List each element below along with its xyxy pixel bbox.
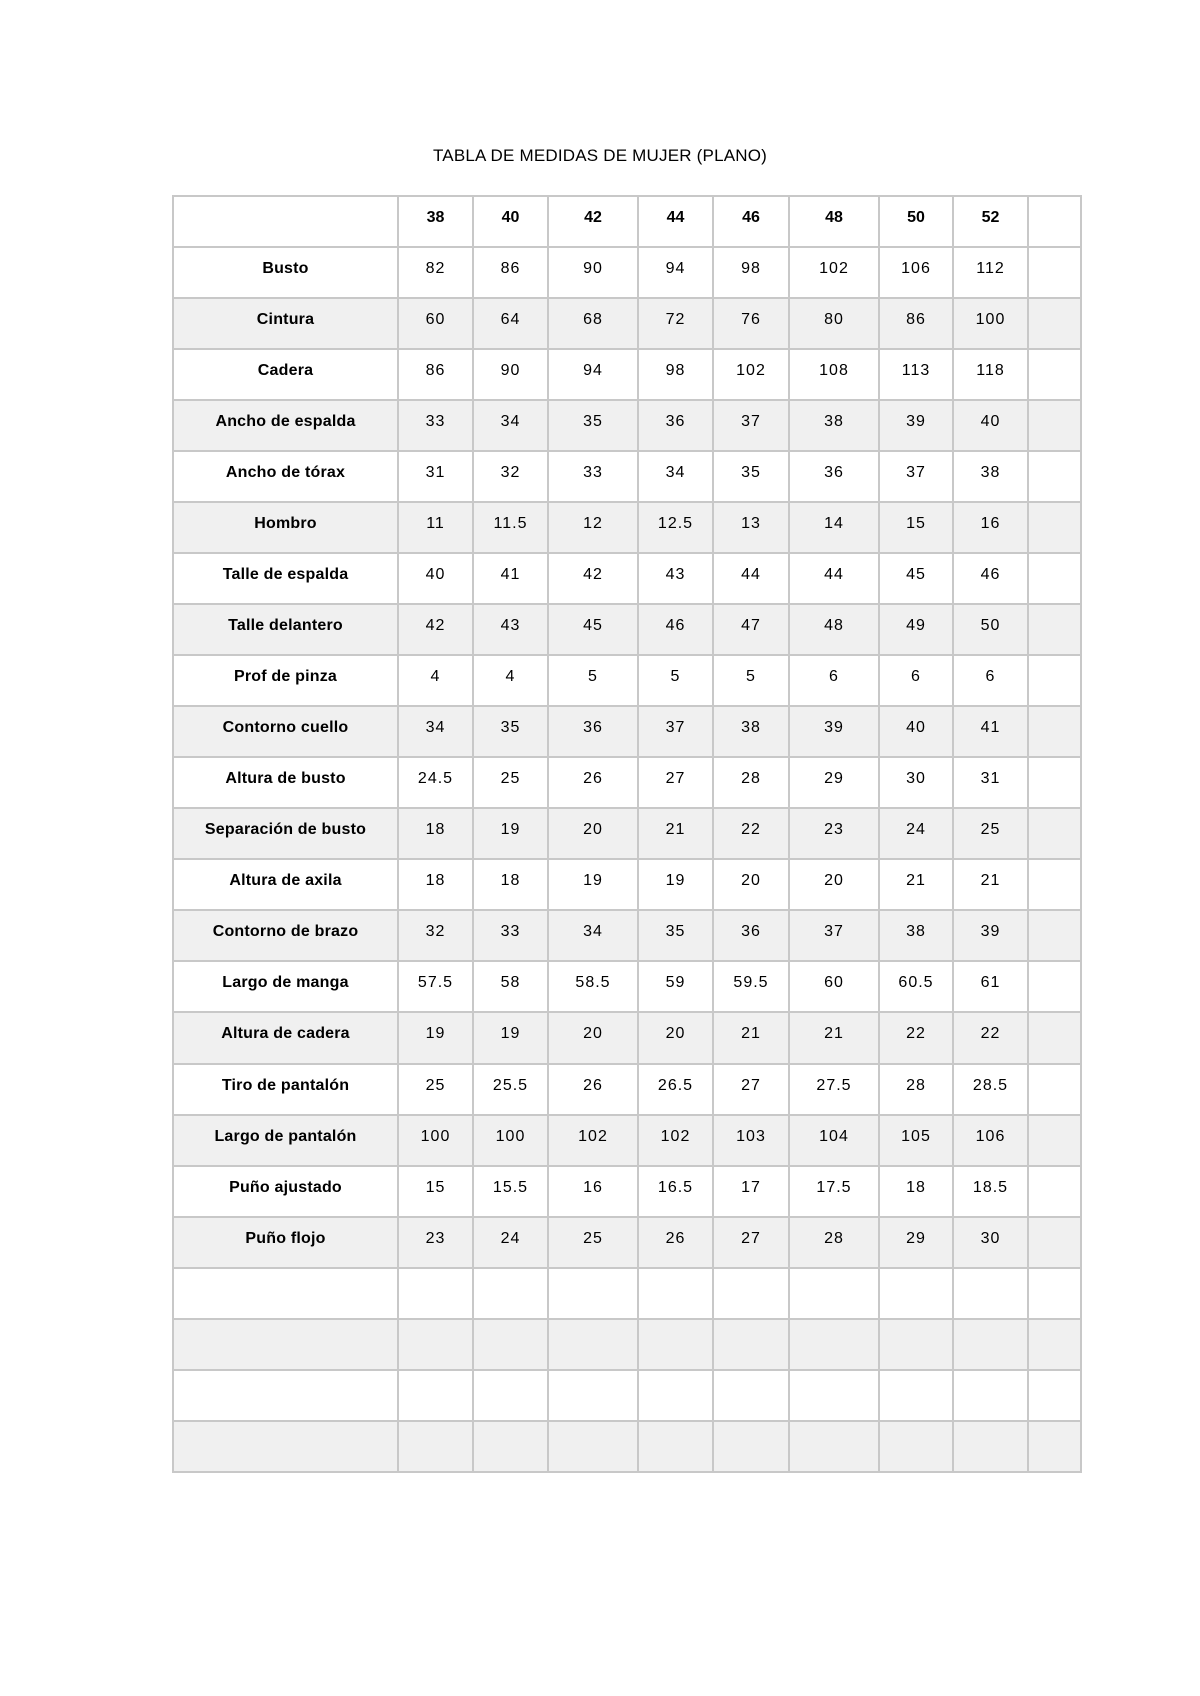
measure-label: Separación de busto — [173, 808, 398, 859]
empty-cell — [1028, 1268, 1081, 1319]
measure-value: 57.5 — [398, 961, 473, 1012]
measure-value: 80 — [789, 298, 879, 349]
measure-value: 24 — [879, 808, 953, 859]
empty-cell — [548, 1319, 638, 1370]
measure-value: 41 — [953, 706, 1028, 757]
measure-value: 20 — [548, 1012, 638, 1063]
measure-value: 24 — [473, 1217, 548, 1268]
measure-value: 5 — [548, 655, 638, 706]
empty-row — [173, 1268, 1081, 1319]
measure-value: 19 — [638, 859, 713, 910]
measure-value: 17 — [713, 1166, 789, 1217]
measure-value: 36 — [638, 400, 713, 451]
measure-value: 38 — [953, 451, 1028, 502]
size-header: 48 — [789, 196, 879, 247]
measure-value: 6 — [789, 655, 879, 706]
extra-cell — [1028, 451, 1081, 502]
empty-cell — [1028, 1319, 1081, 1370]
measure-value: 19 — [398, 1012, 473, 1063]
empty-cell — [638, 1421, 713, 1472]
extra-cell — [1028, 961, 1081, 1012]
measure-value: 45 — [879, 553, 953, 604]
empty-cell — [713, 1268, 789, 1319]
measure-value: 25 — [473, 757, 548, 808]
measure-value: 12 — [548, 502, 638, 553]
measure-value: 25.5 — [473, 1064, 548, 1115]
measure-value: 58 — [473, 961, 548, 1012]
measure-value: 11 — [398, 502, 473, 553]
empty-cell — [473, 1421, 548, 1472]
measure-value: 60 — [789, 961, 879, 1012]
measure-value: 33 — [473, 910, 548, 961]
measure-value: 102 — [548, 1115, 638, 1166]
measure-value: 36 — [548, 706, 638, 757]
measure-value: 86 — [473, 247, 548, 298]
table-row — [173, 247, 1081, 298]
measure-value: 21 — [953, 859, 1028, 910]
measure-value: 38 — [879, 910, 953, 961]
measure-label: Talle de espalda — [173, 553, 398, 604]
measure-value: 41 — [473, 553, 548, 604]
extra-cell — [1028, 808, 1081, 859]
measure-value: 26 — [548, 757, 638, 808]
measure-value: 28 — [713, 757, 789, 808]
measure-value: 21 — [638, 808, 713, 859]
measure-value: 34 — [638, 451, 713, 502]
size-header: 40 — [473, 196, 548, 247]
measure-value: 40 — [953, 400, 1028, 451]
extra-cell — [1028, 247, 1081, 298]
measure-value: 28 — [789, 1217, 879, 1268]
measure-value: 33 — [398, 400, 473, 451]
table-row — [173, 808, 1081, 859]
extra-cell — [1028, 298, 1081, 349]
measure-label: Talle delantero — [173, 604, 398, 655]
measure-value: 28 — [879, 1064, 953, 1115]
empty-cell — [473, 1319, 548, 1370]
measure-value: 118 — [953, 349, 1028, 400]
measure-value: 86 — [398, 349, 473, 400]
measure-value: 39 — [879, 400, 953, 451]
measure-value: 13 — [713, 502, 789, 553]
measure-value: 94 — [638, 247, 713, 298]
measure-value: 27 — [713, 1217, 789, 1268]
empty-row — [173, 1421, 1081, 1472]
size-header: 44 — [638, 196, 713, 247]
measure-value: 31 — [953, 757, 1028, 808]
table-row — [173, 553, 1081, 604]
measure-value: 94 — [548, 349, 638, 400]
measure-value: 16 — [953, 502, 1028, 553]
measure-value: 20 — [713, 859, 789, 910]
empty-row — [173, 1319, 1081, 1370]
measure-label: Contorno de brazo — [173, 910, 398, 961]
measure-label: Puño ajustado — [173, 1166, 398, 1217]
extra-cell — [1028, 1064, 1081, 1115]
measure-value: 38 — [713, 706, 789, 757]
measure-value: 35 — [548, 400, 638, 451]
measure-label: Ancho de tórax — [173, 451, 398, 502]
measure-value: 105 — [879, 1115, 953, 1166]
measure-value: 25 — [953, 808, 1028, 859]
measure-value: 44 — [713, 553, 789, 604]
measure-label: Prof de pinza — [173, 655, 398, 706]
measure-label: Largo de pantalón — [173, 1115, 398, 1166]
measure-value: 42 — [398, 604, 473, 655]
measure-value: 4 — [398, 655, 473, 706]
measure-label: Ancho de espalda — [173, 400, 398, 451]
measure-value: 29 — [789, 757, 879, 808]
measure-value: 60 — [398, 298, 473, 349]
measure-value: 20 — [548, 808, 638, 859]
measure-value: 18 — [879, 1166, 953, 1217]
table-row — [173, 706, 1081, 757]
measure-value: 11.5 — [473, 502, 548, 553]
empty-cell — [789, 1268, 879, 1319]
size-header: 42 — [548, 196, 638, 247]
table-row — [173, 1064, 1081, 1115]
measure-value: 46 — [638, 604, 713, 655]
measure-value: 50 — [953, 604, 1028, 655]
header-row — [173, 196, 1081, 247]
measure-label: Altura de axila — [173, 859, 398, 910]
measure-value: 15 — [398, 1166, 473, 1217]
measure-label: Altura de busto — [173, 757, 398, 808]
measure-value: 14 — [789, 502, 879, 553]
empty-cell — [398, 1319, 473, 1370]
measure-value: 90 — [548, 247, 638, 298]
size-header: 46 — [713, 196, 789, 247]
table-row — [173, 502, 1081, 553]
measure-value: 106 — [953, 1115, 1028, 1166]
extra-cell — [1028, 1012, 1081, 1063]
measure-value: 103 — [713, 1115, 789, 1166]
measure-value: 17.5 — [789, 1166, 879, 1217]
measure-value: 27 — [713, 1064, 789, 1115]
extra-header-cell — [1028, 196, 1081, 247]
measure-value: 102 — [638, 1115, 713, 1166]
measure-value: 68 — [548, 298, 638, 349]
measure-value: 86 — [879, 298, 953, 349]
measure-value: 28.5 — [953, 1064, 1028, 1115]
measure-value: 21 — [879, 859, 953, 910]
measure-value: 33 — [548, 451, 638, 502]
empty-cell — [789, 1319, 879, 1370]
measure-value: 22 — [713, 808, 789, 859]
measure-value: 26.5 — [638, 1064, 713, 1115]
measure-value: 43 — [638, 553, 713, 604]
measure-value: 90 — [473, 349, 548, 400]
measure-value: 37 — [789, 910, 879, 961]
measure-value: 76 — [713, 298, 789, 349]
table-row — [173, 298, 1081, 349]
table-row — [173, 961, 1081, 1012]
measure-value: 30 — [879, 757, 953, 808]
header-corner-cell — [173, 196, 398, 247]
measure-value: 22 — [953, 1012, 1028, 1063]
measure-value: 100 — [953, 298, 1028, 349]
empty-cell — [548, 1421, 638, 1472]
measure-value: 5 — [713, 655, 789, 706]
measure-value: 31 — [398, 451, 473, 502]
measure-value: 48 — [789, 604, 879, 655]
empty-row — [173, 1370, 1081, 1421]
measure-value: 18 — [473, 859, 548, 910]
extra-cell — [1028, 604, 1081, 655]
extra-cell — [1028, 400, 1081, 451]
measure-value: 64 — [473, 298, 548, 349]
measure-value: 18.5 — [953, 1166, 1028, 1217]
measure-value: 26 — [548, 1064, 638, 1115]
measure-label: Tiro de pantalón — [173, 1064, 398, 1115]
measure-value: 24.5 — [398, 757, 473, 808]
measure-value: 102 — [789, 247, 879, 298]
measure-label: Largo de manga — [173, 961, 398, 1012]
measure-value: 72 — [638, 298, 713, 349]
measure-value: 36 — [789, 451, 879, 502]
measure-value: 38 — [789, 400, 879, 451]
empty-cell — [879, 1268, 953, 1319]
measure-value: 6 — [953, 655, 1028, 706]
measure-value: 37 — [879, 451, 953, 502]
table-row — [173, 349, 1081, 400]
measure-value: 37 — [713, 400, 789, 451]
measure-value: 23 — [789, 808, 879, 859]
table-row — [173, 1115, 1081, 1166]
measure-value: 25 — [398, 1064, 473, 1115]
measure-value: 40 — [398, 553, 473, 604]
size-header: 38 — [398, 196, 473, 247]
measure-value: 98 — [713, 247, 789, 298]
measure-value: 104 — [789, 1115, 879, 1166]
measure-value: 44 — [789, 553, 879, 604]
size-header: 50 — [879, 196, 953, 247]
empty-cell — [789, 1421, 879, 1472]
measure-value: 25 — [548, 1217, 638, 1268]
measure-value: 30 — [953, 1217, 1028, 1268]
measure-value: 98 — [638, 349, 713, 400]
empty-cell — [879, 1421, 953, 1472]
measure-value: 40 — [879, 706, 953, 757]
empty-cell — [713, 1370, 789, 1421]
measure-value: 59 — [638, 961, 713, 1012]
table-row — [173, 604, 1081, 655]
measure-value: 112 — [953, 247, 1028, 298]
extra-cell — [1028, 553, 1081, 604]
measure-value: 19 — [473, 808, 548, 859]
measure-value: 20 — [638, 1012, 713, 1063]
measure-value: 5 — [638, 655, 713, 706]
empty-cell — [713, 1319, 789, 1370]
empty-cell — [953, 1268, 1028, 1319]
empty-cell — [548, 1370, 638, 1421]
measure-value: 34 — [548, 910, 638, 961]
measure-label: Puño flojo — [173, 1217, 398, 1268]
measure-label: Cintura — [173, 298, 398, 349]
measure-value: 49 — [879, 604, 953, 655]
empty-cell — [173, 1370, 398, 1421]
measure-value: 34 — [473, 400, 548, 451]
measure-value: 35 — [638, 910, 713, 961]
measure-value: 21 — [713, 1012, 789, 1063]
table-row — [173, 757, 1081, 808]
measure-value: 36 — [713, 910, 789, 961]
extra-cell — [1028, 502, 1081, 553]
extra-cell — [1028, 349, 1081, 400]
measure-value: 21 — [789, 1012, 879, 1063]
measure-value: 27 — [638, 757, 713, 808]
empty-cell — [173, 1421, 398, 1472]
empty-cell — [879, 1370, 953, 1421]
measure-value: 108 — [789, 349, 879, 400]
empty-cell — [879, 1319, 953, 1370]
measure-value: 16 — [548, 1166, 638, 1217]
extra-cell — [1028, 910, 1081, 961]
measure-value: 16.5 — [638, 1166, 713, 1217]
size-chart-table — [172, 195, 1082, 1473]
measure-value: 12.5 — [638, 502, 713, 553]
measure-label: Cadera — [173, 349, 398, 400]
empty-cell — [548, 1268, 638, 1319]
measure-value: 59.5 — [713, 961, 789, 1012]
empty-cell — [638, 1268, 713, 1319]
measure-value: 29 — [879, 1217, 953, 1268]
measure-value: 27.5 — [789, 1064, 879, 1115]
measure-value: 100 — [398, 1115, 473, 1166]
measure-value: 106 — [879, 247, 953, 298]
empty-cell — [789, 1370, 879, 1421]
size-header: 52 — [953, 196, 1028, 247]
extra-cell — [1028, 1115, 1081, 1166]
table-row — [173, 1012, 1081, 1063]
empty-cell — [473, 1370, 548, 1421]
measure-value: 22 — [879, 1012, 953, 1063]
measure-value: 113 — [879, 349, 953, 400]
extra-cell — [1028, 706, 1081, 757]
extra-cell — [1028, 1217, 1081, 1268]
extra-cell — [1028, 859, 1081, 910]
measure-label: Hombro — [173, 502, 398, 553]
table-row — [173, 910, 1081, 961]
measure-value: 6 — [879, 655, 953, 706]
measure-value: 100 — [473, 1115, 548, 1166]
measure-value: 35 — [713, 451, 789, 502]
measure-value: 32 — [398, 910, 473, 961]
extra-cell — [1028, 1166, 1081, 1217]
measure-value: 39 — [789, 706, 879, 757]
measure-value: 4 — [473, 655, 548, 706]
measure-value: 26 — [638, 1217, 713, 1268]
measure-value: 47 — [713, 604, 789, 655]
measure-value: 19 — [548, 859, 638, 910]
measure-value: 43 — [473, 604, 548, 655]
measure-value: 19 — [473, 1012, 548, 1063]
empty-cell — [638, 1370, 713, 1421]
measure-value: 15 — [879, 502, 953, 553]
table-row — [173, 859, 1081, 910]
table-row — [173, 451, 1081, 502]
page-title: TABLA DE MEDIDAS DE MUJER (PLANO) — [432, 146, 768, 165]
measure-value: 39 — [953, 910, 1028, 961]
empty-cell — [953, 1421, 1028, 1472]
measure-value: 46 — [953, 553, 1028, 604]
empty-cell — [953, 1370, 1028, 1421]
measure-value: 20 — [789, 859, 879, 910]
measure-value: 42 — [548, 553, 638, 604]
measure-value: 61 — [953, 961, 1028, 1012]
measure-value: 60.5 — [879, 961, 953, 1012]
measure-value: 82 — [398, 247, 473, 298]
measure-value: 23 — [398, 1217, 473, 1268]
measure-value: 18 — [398, 859, 473, 910]
table-row — [173, 400, 1081, 451]
measure-value: 102 — [713, 349, 789, 400]
measure-value: 32 — [473, 451, 548, 502]
empty-cell — [473, 1268, 548, 1319]
extra-cell — [1028, 757, 1081, 808]
table-row — [173, 1166, 1081, 1217]
table-row — [173, 655, 1081, 706]
measure-value: 15.5 — [473, 1166, 548, 1217]
measure-label: Altura de cadera — [173, 1012, 398, 1063]
measure-value: 45 — [548, 604, 638, 655]
empty-cell — [638, 1319, 713, 1370]
empty-cell — [398, 1268, 473, 1319]
measure-value: 18 — [398, 808, 473, 859]
measure-value: 37 — [638, 706, 713, 757]
empty-cell — [953, 1319, 1028, 1370]
extra-cell — [1028, 655, 1081, 706]
table-row — [173, 1217, 1081, 1268]
measure-value: 34 — [398, 706, 473, 757]
empty-cell — [398, 1421, 473, 1472]
empty-cell — [713, 1421, 789, 1472]
empty-cell — [1028, 1421, 1081, 1472]
measure-label: Busto — [173, 247, 398, 298]
empty-cell — [173, 1319, 398, 1370]
empty-cell — [1028, 1370, 1081, 1421]
measure-label: Contorno cuello — [173, 706, 398, 757]
measure-value: 35 — [473, 706, 548, 757]
table-body — [173, 247, 1081, 1472]
empty-cell — [173, 1268, 398, 1319]
measure-value: 58.5 — [548, 961, 638, 1012]
empty-cell — [398, 1370, 473, 1421]
